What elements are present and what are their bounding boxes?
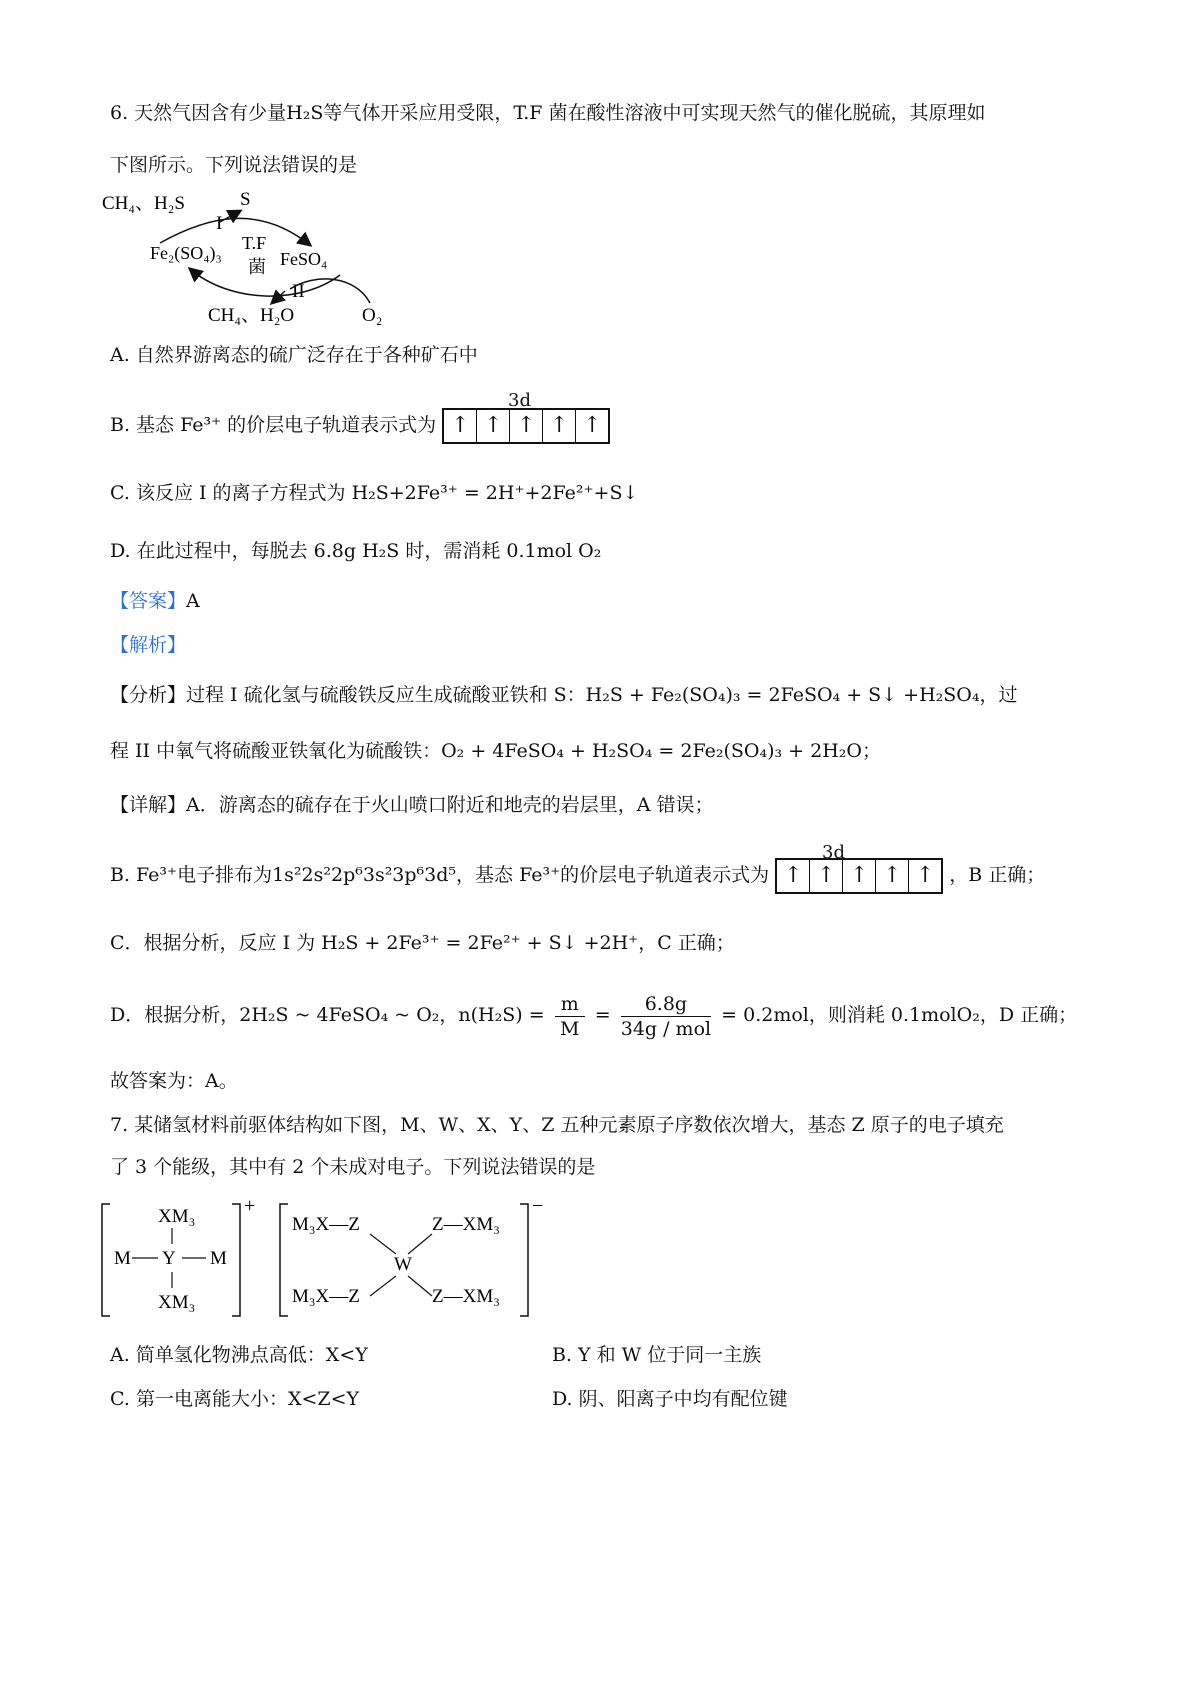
q7-option-d: D. 阴、阳离子中均有配位键 [552,1388,788,1410]
fraction-numerator: m [555,992,585,1017]
arrow-step1 [160,218,310,245]
detail-b-text: B. Fe³⁺电子排布为1s²2s²2p⁶3s²3p⁶3d⁵，基态 Fe³⁺的价层电子轨道表示式为 [110,864,770,886]
q7-option-a: A. 简单氢化物沸点高低：X<Y [110,1344,368,1366]
q6-option-d: D. 在此过程中，每脱去 6.8g H₂S 时，需消耗 0.1mol O₂ [110,540,602,562]
q6-option-b-text: B. 基态 Fe³⁺ 的价层电子轨道表示式为 [110,414,437,436]
diagram-catalyst-2: 菌 [248,257,266,277]
cation-right: M [210,1248,227,1269]
q6-option-b [110,408,610,444]
answer-value: A [186,590,200,612]
orbital-arrow: ↑ [876,860,909,892]
cation-left: M [114,1248,131,1269]
diagram-top-right: S [240,189,251,210]
cation-center: Y [162,1248,176,1269]
answer-line [110,588,200,614]
detail-d-text: D．根据分析，2H₂S ~ 4FeSO₄ ~ O₂，n(H₂S) = [110,1004,545,1026]
anion-bottom-right: Z—XM₃ [432,1286,500,1307]
orbital-arrow: ↑ [444,410,477,442]
orbital-label-b: 3d [508,390,531,411]
q6-stem-line2: 下图所示。下列说法错误的是 [110,154,358,176]
orbital-arrow: ↑ [582,413,602,438]
diagram-step1: I [216,213,223,234]
diagram-top-left: CH₄、H₂S [102,193,185,214]
desulfurization-cycle-diagram [100,185,400,335]
anion-charge: − [532,1196,544,1217]
fraction-mass-over-molar [621,992,711,1041]
anion-center: W [394,1254,412,1275]
q6-stem-line1: 6. 天然气因含有少量H₂S等气体开采应用受限，T.F 菌在酸性溶液中可实现天然气的催化脱硫，其原理如 [110,102,986,124]
fraction-denominator: M [559,1017,580,1040]
q7-option-c: C. 第一电离能大小：X<Z<Y [110,1388,360,1410]
diagram-catalyst-1: T.F [242,233,267,253]
detail-d: D．根据分析，2H₂S ~ 4FeSO₄ ~ O₂，n(H₂S) = $\frac{m}{M}$ = $\frac{6.8g}{\text{34g / mol}}$ = 0.2mol，则消耗 0.1molO₂，D 正确； [110,992,1078,1040]
orbital-arrow: ↑ [543,410,576,442]
analysis-tag: 【解析】 [110,634,187,656]
orbital-label-detail: 3d [822,842,845,863]
detail-c: C．根据分析，反应 I 为 H₂S + 2Fe³⁺ = 2Fe²⁺ + S↓ +2H⁺，C 正确； [110,932,735,954]
orbital-arrow: ↑ [477,410,510,442]
fraction-numerator: 6.8g [621,992,711,1017]
detail-b [110,858,1045,894]
orbital-arrow: ↑ [843,860,876,892]
fraction-m-over-M [555,992,585,1041]
diagram-step2: II [292,281,305,302]
q7-stem-line2: 了 3 个能级，其中有 2 个未成对电子。下列说法错误的是 [110,1156,596,1178]
anion-top-left: M₃X—Z [292,1214,360,1235]
precursor-structure-diagram [100,1196,560,1326]
diagram-right: FeSO₄ [280,249,328,269]
diagram-bottom-right: O₂ [362,305,383,326]
anion-top-right: Z—XM₃ [432,1214,500,1235]
detail-a: 【详解】A．游离态的硫存在于火山喷口附近和地壳的岩层里，A 错误； [110,794,714,816]
diagram-bottom-left: CH₄、H₂O [208,305,295,326]
q6-option-a: A. 自然界游离态的硫广泛存在于各种矿石中 [110,344,478,366]
orbital-box-detail [775,858,943,894]
analysis-line2: 程 II 中氧气将硫酸亚铁氧化为硫酸铁：O₂ + 4FeSO₄ + H₂SO₄ = 2Fe₂(SO₄)₃ + 2H₂O； [110,740,881,762]
orbital-arrow: ↑ [777,860,810,892]
cation-charge: + [244,1196,256,1217]
orbital-box-b [442,408,610,444]
q7-stem-line1: 7. 某储氢材料前驱体结构如下图，M、W、X、Y、Z 五种元素原子序数依次增大，基态 Z 原子的电子填充 [110,1114,1004,1136]
orbital-arrow: ↑ [810,860,843,892]
conclusion: 故答案为：A。 [110,1070,238,1092]
cation-top: XM₃ [158,1206,196,1227]
analysis-line1: 【分析】过程 I 硫化氢与硫酸铁反应生成硫酸亚铁和 S：H₂S + Fe₂(SO₄)₃ = 2FeSO₄ + S↓ +H₂SO₄，过 [110,684,1018,706]
diagram-left: Fe₂(SO₄)₃ [150,243,222,263]
anion-bottom-left: M₃X—Z [292,1286,360,1307]
cation-bottom: XM₃ [158,1292,196,1313]
fraction-denominator: 34g / mol [620,1017,712,1040]
arrow-to-products [272,291,285,303]
q6-option-c: C. 该反应 I 的离子方程式为 H₂S+2Fe³⁺ = 2H⁺+2Fe²⁺+S↓ [110,482,639,504]
orbital-arrow: ↑ [915,863,935,888]
answer-tag: 【答案】 [110,590,187,612]
detail-b-suffix: ，B 正确； [949,864,1046,886]
q7-option-b: B. Y 和 W 位于同一主族 [552,1344,762,1366]
detail-d-suffix: = 0.2mol，则消耗 0.1molO₂，D 正确； [721,1004,1078,1026]
orbital-arrow: ↑ [510,410,543,442]
